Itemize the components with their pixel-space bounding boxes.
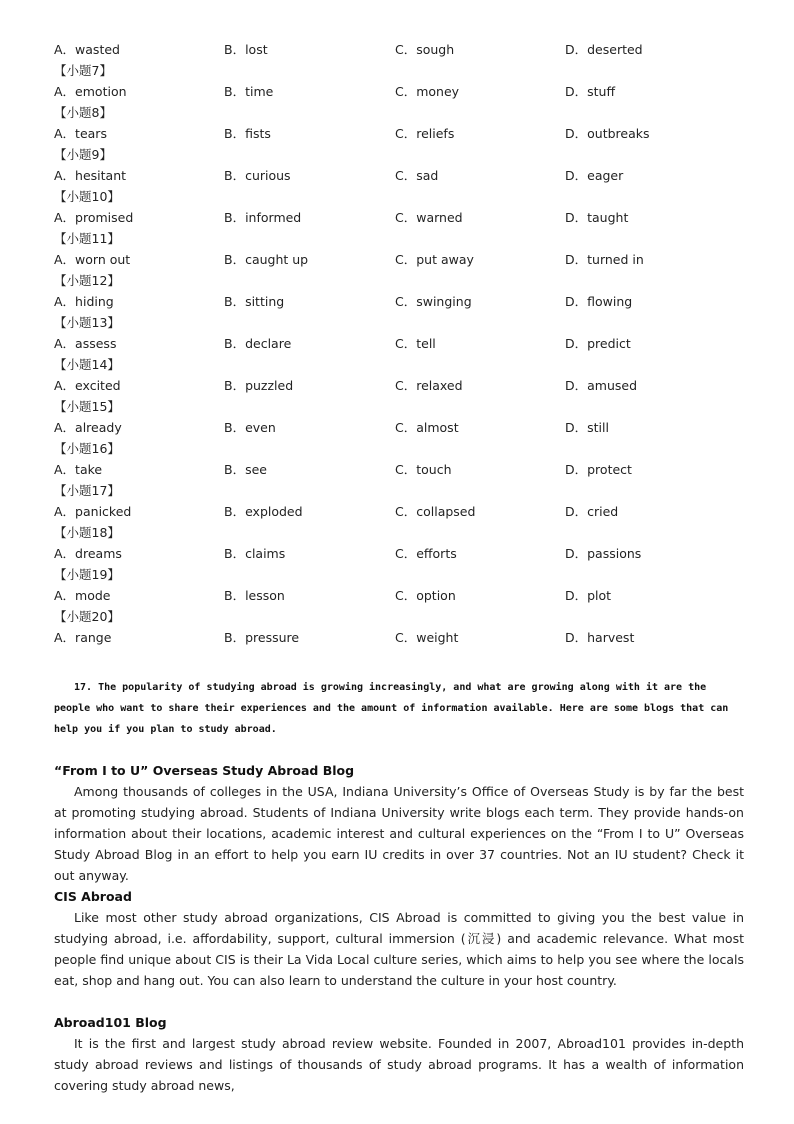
option-d: D．plot [565, 588, 612, 603]
option-c: C．sough [395, 42, 455, 57]
option-b: B．exploded [224, 504, 303, 519]
option-row [54, 585, 754, 606]
option-a: A．take [54, 462, 103, 477]
option-b: B．puzzled [224, 378, 294, 393]
option-d: D．outbreaks [565, 126, 650, 141]
question-label-row [54, 396, 754, 417]
option-a: A．assess [54, 336, 117, 351]
option-row [54, 417, 754, 438]
question-label-row [54, 480, 754, 501]
option-c: C．weight [395, 630, 459, 645]
option-d: D．flowing [565, 294, 633, 309]
option-b: B．declare [224, 336, 292, 351]
option-b: B．even [224, 420, 276, 435]
option-row [54, 123, 754, 144]
option-d: D．amused [565, 378, 638, 393]
option-row [54, 459, 754, 480]
option-a: A．mode [54, 588, 111, 603]
question-label: 【小题19】 [54, 567, 120, 582]
blog-body: Like most other study abroad organizations, CIS Abroad is committed to giving you the best value in studying abroad, i.e. affordability, support, cultural immersion (沉浸) and academic relevance. What most people find unique about CIS is their La Vida Local culture series, which aims to help you see where the locals eat, shop and hang out. You can also learn to understand the culture in your host country. [54, 910, 744, 988]
option-d: D．taught [565, 210, 629, 225]
blog-title: CIS Abroad [54, 889, 132, 904]
option-b: B．time [224, 84, 274, 99]
question-label-row [54, 522, 754, 543]
question-label: 【小题17】 [54, 483, 120, 498]
question-label: 【小题18】 [54, 525, 120, 540]
option-a: A．hiding [54, 294, 114, 309]
option-a: A．already [54, 420, 122, 435]
question-label-row [54, 60, 754, 81]
option-d: D．harvest [565, 630, 635, 645]
option-b: B．caught up [224, 252, 309, 267]
question-label: 【小题20】 [54, 609, 120, 624]
option-row [54, 543, 754, 564]
option-a: A．range [54, 630, 112, 645]
option-d: D．deserted [565, 42, 643, 57]
passage-intro-text: 17. The popularity of studying abroad is growing increasingly, and what are growing along with it are the people who want to share their experiences and the amount of information available. Here are some blogs that can help you if you plan to study abroad. [54, 682, 729, 735]
question-label: 【小题10】 [54, 189, 120, 204]
option-c: C．efforts [395, 546, 457, 561]
option-a: A．promised [54, 210, 134, 225]
question-label-row [54, 228, 754, 249]
question-label-row [54, 270, 754, 291]
passage-intro [54, 677, 744, 740]
question-label: 【小题8】 [54, 105, 112, 120]
option-a: A．hesitant [54, 168, 127, 183]
option-b: B．fists [224, 126, 271, 141]
option-a: A．dreams [54, 546, 122, 561]
blog-section [54, 760, 744, 886]
option-a: A．panicked [54, 504, 132, 519]
option-d: D．still [565, 420, 609, 435]
question-label: 【小题14】 [54, 357, 120, 372]
blog-body: Among thousands of colleges in the USA, Indiana University’s Office of Overseas Study is by far the best at promoting studying abroad. Students of Indiana University write blogs each term. They provide hands-on information about their locations, academic interest and cultural experiences on the “From I to U” Overseas Study Abroad Blog in an effort to help you earn IU credits in over 37 countries. Not an IU student? Check it out anyway. [54, 784, 744, 883]
question-label-row [54, 186, 754, 207]
option-d: D．passions [565, 546, 642, 561]
option-row [54, 207, 754, 228]
question-label: 【小题12】 [54, 273, 120, 288]
option-row [54, 501, 754, 522]
blog-section [54, 886, 744, 991]
question-label: 【小题15】 [54, 399, 120, 414]
option-row [54, 627, 754, 648]
question-label-row [54, 144, 754, 165]
option-row [54, 291, 754, 312]
question-label-row [54, 312, 754, 333]
question-label: 【小题9】 [54, 147, 112, 162]
option-row [54, 375, 754, 396]
option-d: D．predict [565, 336, 631, 351]
option-a: A．worn out [54, 252, 131, 267]
option-d: D．eager [565, 168, 624, 183]
question-label-row [54, 606, 754, 627]
option-b: B．curious [224, 168, 291, 183]
option-c: C．tell [395, 336, 436, 351]
question-label: 【小题13】 [54, 315, 120, 330]
option-c: C．put away [395, 252, 474, 267]
option-a: A．excited [54, 378, 121, 393]
option-c: C．relaxed [395, 378, 463, 393]
option-a: A．tears [54, 126, 107, 141]
option-d: D．turned in [565, 252, 644, 267]
option-b: B．see [224, 462, 267, 477]
option-c: C．reliefs [395, 126, 455, 141]
option-b: B．lesson [224, 588, 285, 603]
question-label-row [54, 564, 754, 585]
blog-body: It is the first and largest study abroad review website. Founded in 2007, Abroad101 provides in-depth study abroad reviews and listings of thousands of study abroad programs. It has a wealth of information covering study abroad news, [54, 1036, 744, 1093]
blog-title: “From I to U” Overseas Study Abroad Blog [54, 763, 355, 778]
option-row [54, 333, 754, 354]
option-c: C．touch [395, 462, 452, 477]
option-c: C．swinging [395, 294, 472, 309]
option-d: D．protect [565, 462, 632, 477]
option-c: C．almost [395, 420, 459, 435]
question-label: 【小题7】 [54, 63, 112, 78]
option-b: B．lost [224, 42, 268, 57]
option-b: B．informed [224, 210, 302, 225]
option-row [54, 81, 754, 102]
option-c: C．collapsed [395, 504, 476, 519]
option-row [54, 39, 754, 60]
blog-title: Abroad101 Blog [54, 1015, 167, 1030]
option-c: C．warned [395, 210, 463, 225]
option-c: C．option [395, 588, 456, 603]
option-d: D．stuff [565, 84, 616, 99]
option-b: B．pressure [224, 630, 300, 645]
question-label-row [54, 354, 754, 375]
option-a: A．wasted [54, 42, 120, 57]
option-row [54, 165, 754, 186]
option-c: C．money [395, 84, 460, 99]
option-d: D．cried [565, 504, 619, 519]
option-b: B．claims [224, 546, 286, 561]
option-a: A．emotion [54, 84, 127, 99]
option-list [54, 39, 754, 648]
question-label: 【小题11】 [54, 231, 120, 246]
question-label-row [54, 102, 754, 123]
option-c: C．sad [395, 168, 439, 183]
option-row [54, 249, 754, 270]
option-b: B．sitting [224, 294, 285, 309]
question-label-row [54, 438, 754, 459]
question-label: 【小题16】 [54, 441, 120, 456]
blog-section [54, 1012, 744, 1096]
